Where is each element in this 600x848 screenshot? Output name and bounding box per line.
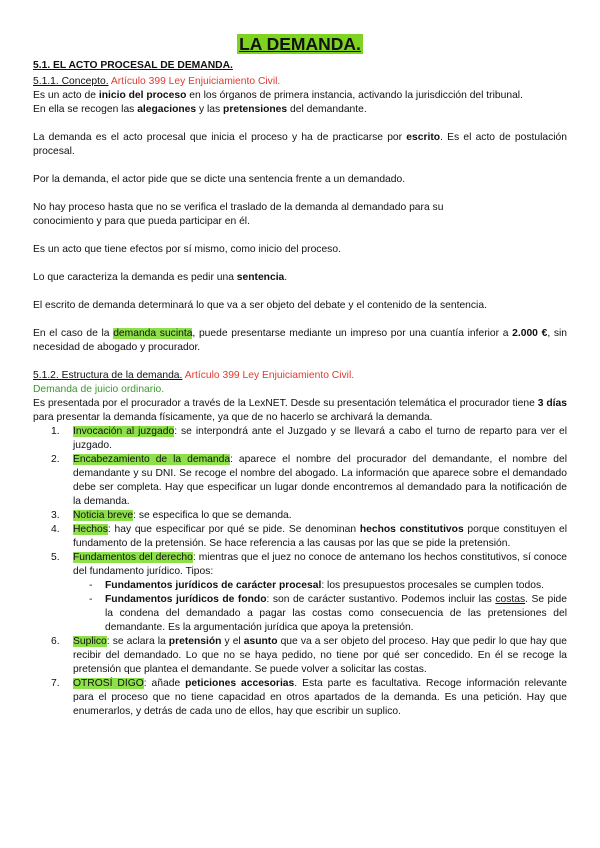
document-page <box>33 34 567 719</box>
law-reference: Artículo 399 Ley Enjuiciamiento Civil. <box>110 76 281 87</box>
list-item: 6. Suplico: se aclara la pretensión y el asunto que va a ser objeto del proceso. Hay que pedir lo que hay que recibir del demandado. Lo que no se haya pedido, no tiene por qué ser concedido. En él se recoge la pretensión que plantea el demandante. Se puede volver a solicitar las costas. <box>51 636 567 675</box>
subsection-heading-estructura: 5.1.2. Estructura de la demanda. Artículo 399 Ley Enjuiciamiento Civil. <box>33 370 355 381</box>
subsection-subtitle: Demanda de juicio ordinario. <box>33 384 165 395</box>
law-reference: Artículo 399 Ley Enjuiciamiento Civil. <box>184 370 355 381</box>
structure-list <box>33 425 567 719</box>
subsection-heading-concepto: 5.1.1. Concepto. Artículo 399 Ley Enjuiciamiento Civil. <box>33 76 281 87</box>
paragraph-efectos: Es un acto que tiene efectos por sí mismo, como inicio del proceso. <box>33 244 341 255</box>
sub-list-item: - Fundamentos jurídicos de fondo: son de carácter sustantivo. Podemos incluir las costas. Se pide la condena del demandado a pagar las costas como consecuencia de las pretensiones del demandante. Es la argumentación jurídica que apoya la pretensión. <box>89 594 567 633</box>
paragraph-actor: Por la demanda, el actor pide que se dicte una sentencia frente a un demandado. <box>33 174 406 185</box>
document-title: LA DEMANDA. <box>239 34 361 54</box>
list-item: 7. OTROSÍ DIGO: añade peticiones accesorias. Esta parte es facultativa. Recoge información relevante para el proceso que no tiene capacidad en otros apartados de la demanda. Es una petición. Hay que enumerarlos, y detrás de cada uno de ellos, hay que escribir un suplico. <box>51 678 567 717</box>
list-item: 2. Encabezamiento de la demanda: aparece el nombre del procurador del demandante, el nombre del demandante y su DNI. Se recoge el nombre del abogado. La información que aparece sobre el demandado debe ser completa. Hay que especificar un lugar donde encontremos al demandado para la notificación de la demanda. <box>51 454 567 507</box>
paragraph-demanda-sucinta: En el caso de la demanda sucinta, puede presentarse mediante un impreso por una cuantía inferior a 2.000 €, sin necesidad de abogado y procurador. <box>33 328 568 353</box>
sub-list <box>73 579 567 635</box>
paragraph-sentencia: Lo que caracteriza la demanda es pedir una sentencia. <box>33 272 288 283</box>
sub-list-item: - Fundamentos jurídicos de carácter procesal: los presupuestos procesales se cumplen todos. <box>89 580 544 591</box>
paragraph-acto-procesal: La demanda es el acto procesal que inicia el proceso y ha de practicarse por escrito. Es el acto de postulación procesal. <box>33 132 567 157</box>
section-heading: 5.1. EL ACTO PROCESAL DE DEMANDA. <box>33 60 233 71</box>
paragraph-lexnet: Es presentada por el procurador a través de la LexNET. Desde su presentación telemática el procurador tiene 3 días para presentar la demanda físicamente, ya que de no hacerlo se archivará la demanda. <box>33 398 567 423</box>
list-item: 4. Hechos: hay que especificar por qué se pide. Se denominan hechos constitutivos porque constituyen el fundamento de la pretensión. Se hace referencia a las causas por las que se pide la pretensión. <box>51 524 568 549</box>
list-item: 3. Noticia breve: se especifica lo que se demanda. <box>51 510 292 521</box>
list-item: 1. Invocación al juzgado: se interpondrá ante el Juzgado y se llevará a cabo el turno de reparto para ver el juzgado. <box>51 426 567 451</box>
paragraph-definition: Es un acto de inicio del proceso en los órganos de primera instancia, activando la jurisdicción del tribunal. En ella se recogen las alegaciones y las pretensiones del demandante. <box>33 90 523 115</box>
list-item: 5. Fundamentos del derecho: mientras que el juez no conoce de antemano los hechos constitutivos, sí conoce del fundamento jurídico. Tipos: - Fundamentos jurídicos de carácter procesal: los presupuestos procesales se cumplen todos. - Fundamentos jurídicos de fondo: son de carácter sustantivo. Podemos incluir las costas. Se pide la condena del demandado a pagar las costas como consecuencia de las pretensiones del demandante. Es la argumentación jurídica que apoya la pretensión. <box>51 552 568 633</box>
paragraph-traslado: No hay proceso hasta que no se verifica el traslado de la demanda al demandado para su conocimiento y para que pueda participar en él. <box>33 202 444 227</box>
paragraph-escrito: El escrito de demanda determinará lo que va a ser objeto del debate y el contenido de la sentencia. <box>33 300 487 311</box>
